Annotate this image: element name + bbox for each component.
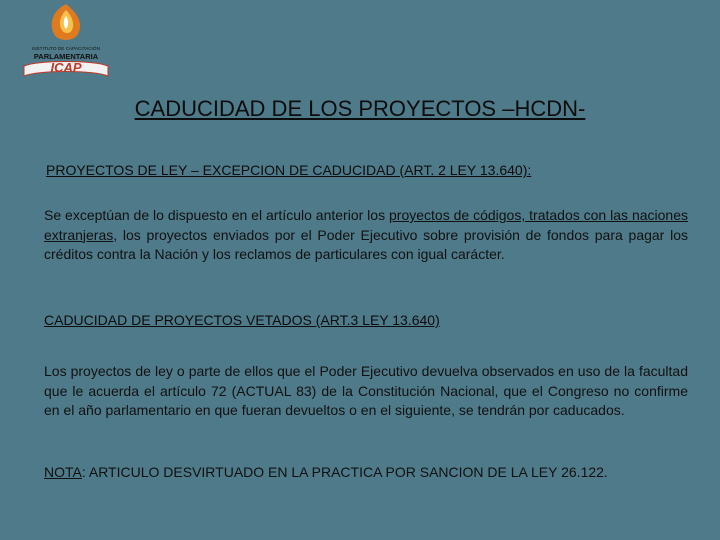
section-heading-vetoed: CADUCIDAD DE PROYECTOS VETADOS (ART.3 LEY 13.640): [44, 312, 440, 328]
logo-text-icap: ICAP: [50, 60, 82, 75]
paragraph-vetoed: Los proyectos de ley o parte de ellos que el Poder Ejecutivo devuelva observados en uso de la facultad que le acuerda el artículo 72 (ACTUAL 83) de la Constitución Nacional, que el Congreso no confirme en el año parlamentario en que fueran devueltos o en el siguiente, se tendrán por caducados.: [44, 363, 688, 418]
logo-text-institute: INSTITUTO DE CAPACITACIÓN: [31, 46, 100, 51]
note: [44, 464, 608, 480]
page-title: CADUCIDAD DE LOS PROYECTOS –HCDN-: [134, 96, 586, 121]
note-label: NOTA: [44, 464, 82, 480]
paragraph-text: , los proyectos enviados por el Poder Ejecutivo sobre provisión de fondos para pagar los créditos contra la Nación y los reclamos de particulares con igual carácter.: [44, 226, 688, 262]
paragraph-text: Se exceptúan de lo dispuesto en el artículo anterior los: [44, 207, 389, 223]
note-text: : ARTICULO DESVIRTUADO EN LA PRACTICA POR SANCION DE LA LEY 26.122.: [81, 464, 608, 480]
emphasized-text: proyectos de códigos, tratados con las naciones extranjeras: [44, 207, 688, 243]
section-heading-exception: PROYECTOS DE LEY – EXCEPCION DE CADUCIDAD (ART. 2 LEY 13.640):: [46, 162, 532, 178]
paragraph-exception: [44, 206, 688, 265]
logo-text-parliamentary: PARLAMENTARIA: [33, 52, 99, 61]
